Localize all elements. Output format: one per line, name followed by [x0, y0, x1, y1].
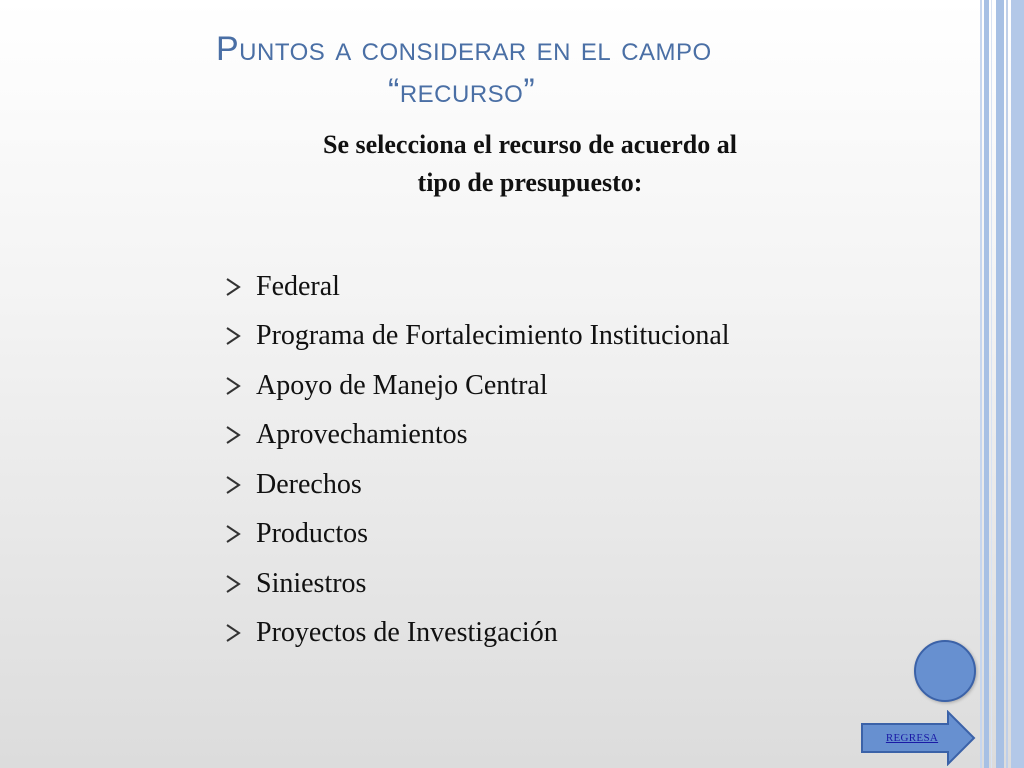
- list-item-label: Proyectos de Investigación: [256, 617, 558, 649]
- list-item: [222, 361, 730, 411]
- arrow-bullet-icon: [222, 623, 248, 643]
- slide-subtitle: [250, 126, 810, 202]
- regresa-link[interactable]: REGRESA: [885, 732, 939, 744]
- arrow-bullet-icon: [222, 277, 248, 297]
- arrow-bullet-icon: [222, 376, 248, 396]
- list-item-label: Aprovechamientos: [256, 419, 468, 451]
- list-item: [222, 312, 730, 362]
- list-item-label: Derechos: [256, 468, 362, 500]
- list-item: [222, 411, 730, 461]
- list-item-label: Productos: [256, 518, 368, 550]
- list-item-label: Programa de Fortalecimiento Institucional: [256, 320, 730, 352]
- arrow-bullet-icon: [222, 326, 248, 346]
- arrow-bullet-icon: [222, 524, 248, 544]
- list-item: [222, 559, 730, 609]
- subtitle-line1: Se selecciona el recurso de acuerdo al: [323, 130, 737, 159]
- arrow-bullet-icon: [222, 425, 248, 445]
- regresa-button[interactable]: [860, 710, 978, 766]
- slide-title: [216, 28, 776, 112]
- list-item-label: Siniestros: [256, 567, 367, 599]
- list-item-label: Federal: [256, 270, 340, 302]
- decorative-side-bars: [980, 0, 1024, 768]
- list-item: [222, 460, 730, 510]
- list-item: [222, 510, 730, 560]
- list-item: [222, 262, 730, 312]
- slide-title-line2: “recurso”: [388, 72, 536, 110]
- decorative-circle: [914, 640, 976, 702]
- subtitle-line2: tipo de presupuesto:: [417, 168, 643, 197]
- arrow-bullet-icon: [222, 475, 248, 495]
- arrow-bullet-icon: [222, 574, 248, 594]
- resource-list: [222, 262, 730, 658]
- slide-title-line1: Puntos a considerar en el campo: [216, 30, 712, 68]
- list-item-label: Apoyo de Manejo Central: [256, 369, 548, 401]
- list-item: [222, 609, 730, 659]
